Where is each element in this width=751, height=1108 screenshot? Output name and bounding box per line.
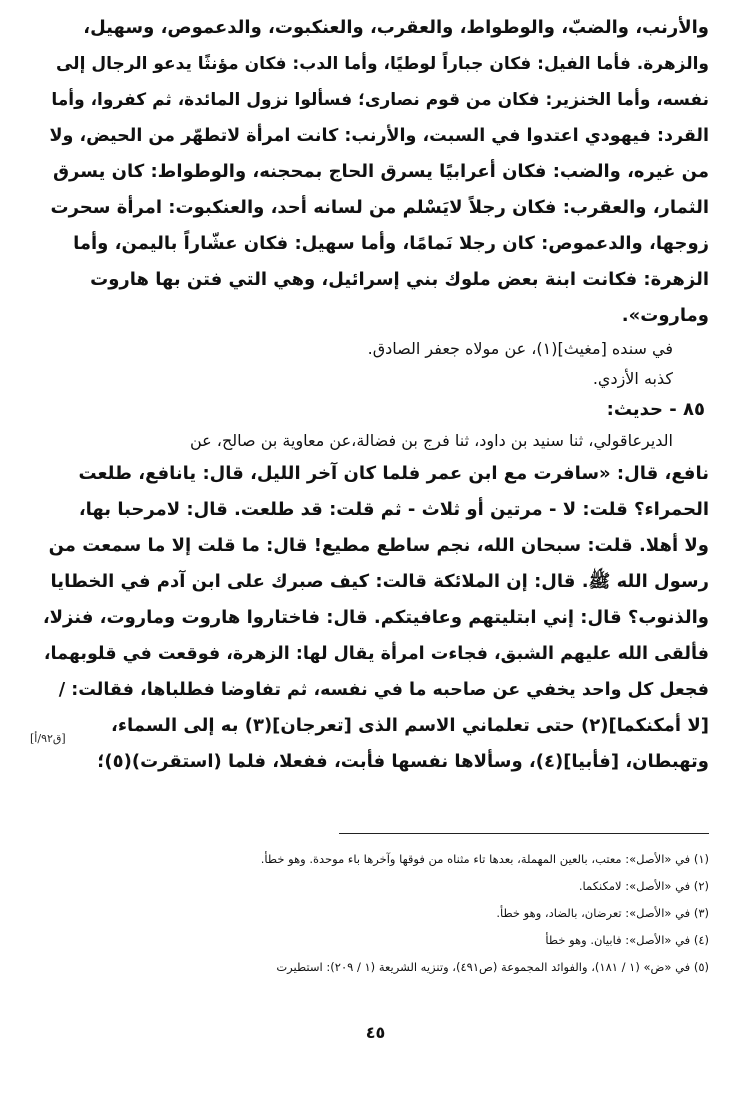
footnotes [43,846,709,981]
paragraph-narration [43,10,709,334]
text-line: ولا أهلا. قلت: سبحان الله، نجم ساطع مطيع! قال: ما قلت إلا ما سمعت من [48,535,709,556]
text-line: [لا أمكنكما](٢) حتى تعلماني الاسم الذى [تعرجان](٣) به إلى السماء، [111,715,709,736]
text-line: رسول الله ﷺ. قال: إن الملائكة قالت: كيف صبرك على ابن آدم في الخطايا [50,571,709,592]
text-line: زوجها، والدعموص: كان رجلا نَمامًا، وأما سهيل: فكان عشّاراً باليمن، وأما [73,233,709,254]
text-line: الثمار، والعقرب: فكان رجلاً لايَسْلم من لسانه أحد، والعنكبوت: امرأة سحرت [50,197,709,218]
footnote: (٥) في «ض» (١ / ١٨١)، والفوائد المجموعة (ص٤٩١)، وتنزيه الشريعة (١ / ٢٠٩): استطيرت [276,960,709,974]
text-line: وماروت». [621,305,709,326]
text-line: الحمراء؟ قلت: لا - مرتين أو ثلاث - ثم قلت: قد طلعت. قال: لامرحبا بها، [78,499,709,520]
footnote-divider [339,833,709,834]
text-line: فألقى الله عليهم الشبق، فجاءت امرأة يقال لها: الزهرة، فوقعت في قلوبهما، [43,644,709,664]
text-line: وتهبطان، [فأبيا](٤)، وسألاها نفسها فأبت، ففعلا، فلما (استقرت)(٥)؛ [97,751,709,772]
manuscript-folio-note: [ق٩٢/أ] [30,732,66,745]
liar-note: كذبه الأزدي. [592,369,673,388]
text-line: من غيره، والضب: فكان أعرابيًا يسرق الحاج بمحجنه، والوطواط: كان يسرق [52,161,709,182]
text-line: نافع، قال: «سافرت مع ابن عمر فلما كان آخر الليل، قال: يانافع، طلعت [78,463,709,484]
hadith-heading: ٨٥ - حديث: [606,399,705,420]
text-line: والذنوب؟ قال: إني ابتليتهم وعافيتكم. قال: فاختاروا هاروت وماروت، فنزلا، [42,607,709,628]
narrator-note: في سنده [مغيث](١)، عن مولاه جعفر الصادق. [367,339,673,358]
main-text [43,10,709,780]
text-line: الديرعاقولي، ثنا سنيد بن داود، ثنا فرج بن فضالة،عن معاوية بن صالح، عن [189,431,673,450]
page-number: ٤٥ [365,1023,386,1042]
text-line: القرد: فيهودي اعتدوا في السبت، والأرنب: كانت امرأة لاتطهّر من الحيض، ولا [49,126,709,146]
text-line: والأرنب، والضبّ، والوطواط، والعقرب، والعنكبوت، والدعموص، وسهيل، [83,17,709,38]
footnote: (٤) في «الأصل»: فابيان. وهو خطأ [545,933,709,947]
footnote: (١) في «الأصل»: معتب، بالعين المهملة، بعدها تاء مثناه من فوقها وآخرها باء موحدة. وهو خطأ. [260,852,709,866]
text-line: نفسه، وأما الخنزير: فكان من قوم نصارى؛ فسألوا نزول المائدة، ثم كفروا، وأما [51,90,709,110]
text-line: والزهرة. فأما الفيل: فكان جباراً لوطيًا، وأما الدب: فكان مؤنثًا يدعو الرجال إلى [55,54,709,74]
footnote: (٢) في «الأصل»: لامكنكما. [578,879,709,893]
text-line: فجعل كل واحد يخفي عن صاحبه ما في نفسه، ثم تفاوضا فطلباها، فقالت: / [58,680,709,700]
footnote: (٣) في «الأصل»: تعرضان، بالضاد، وهو خطأ. [496,906,709,920]
paragraph-hadith [43,426,709,780]
text-line: الزهرة: فكانت ابنة بعض ملوك بني إسرائيل، وهي التي فتن بها هاروت [90,269,709,290]
